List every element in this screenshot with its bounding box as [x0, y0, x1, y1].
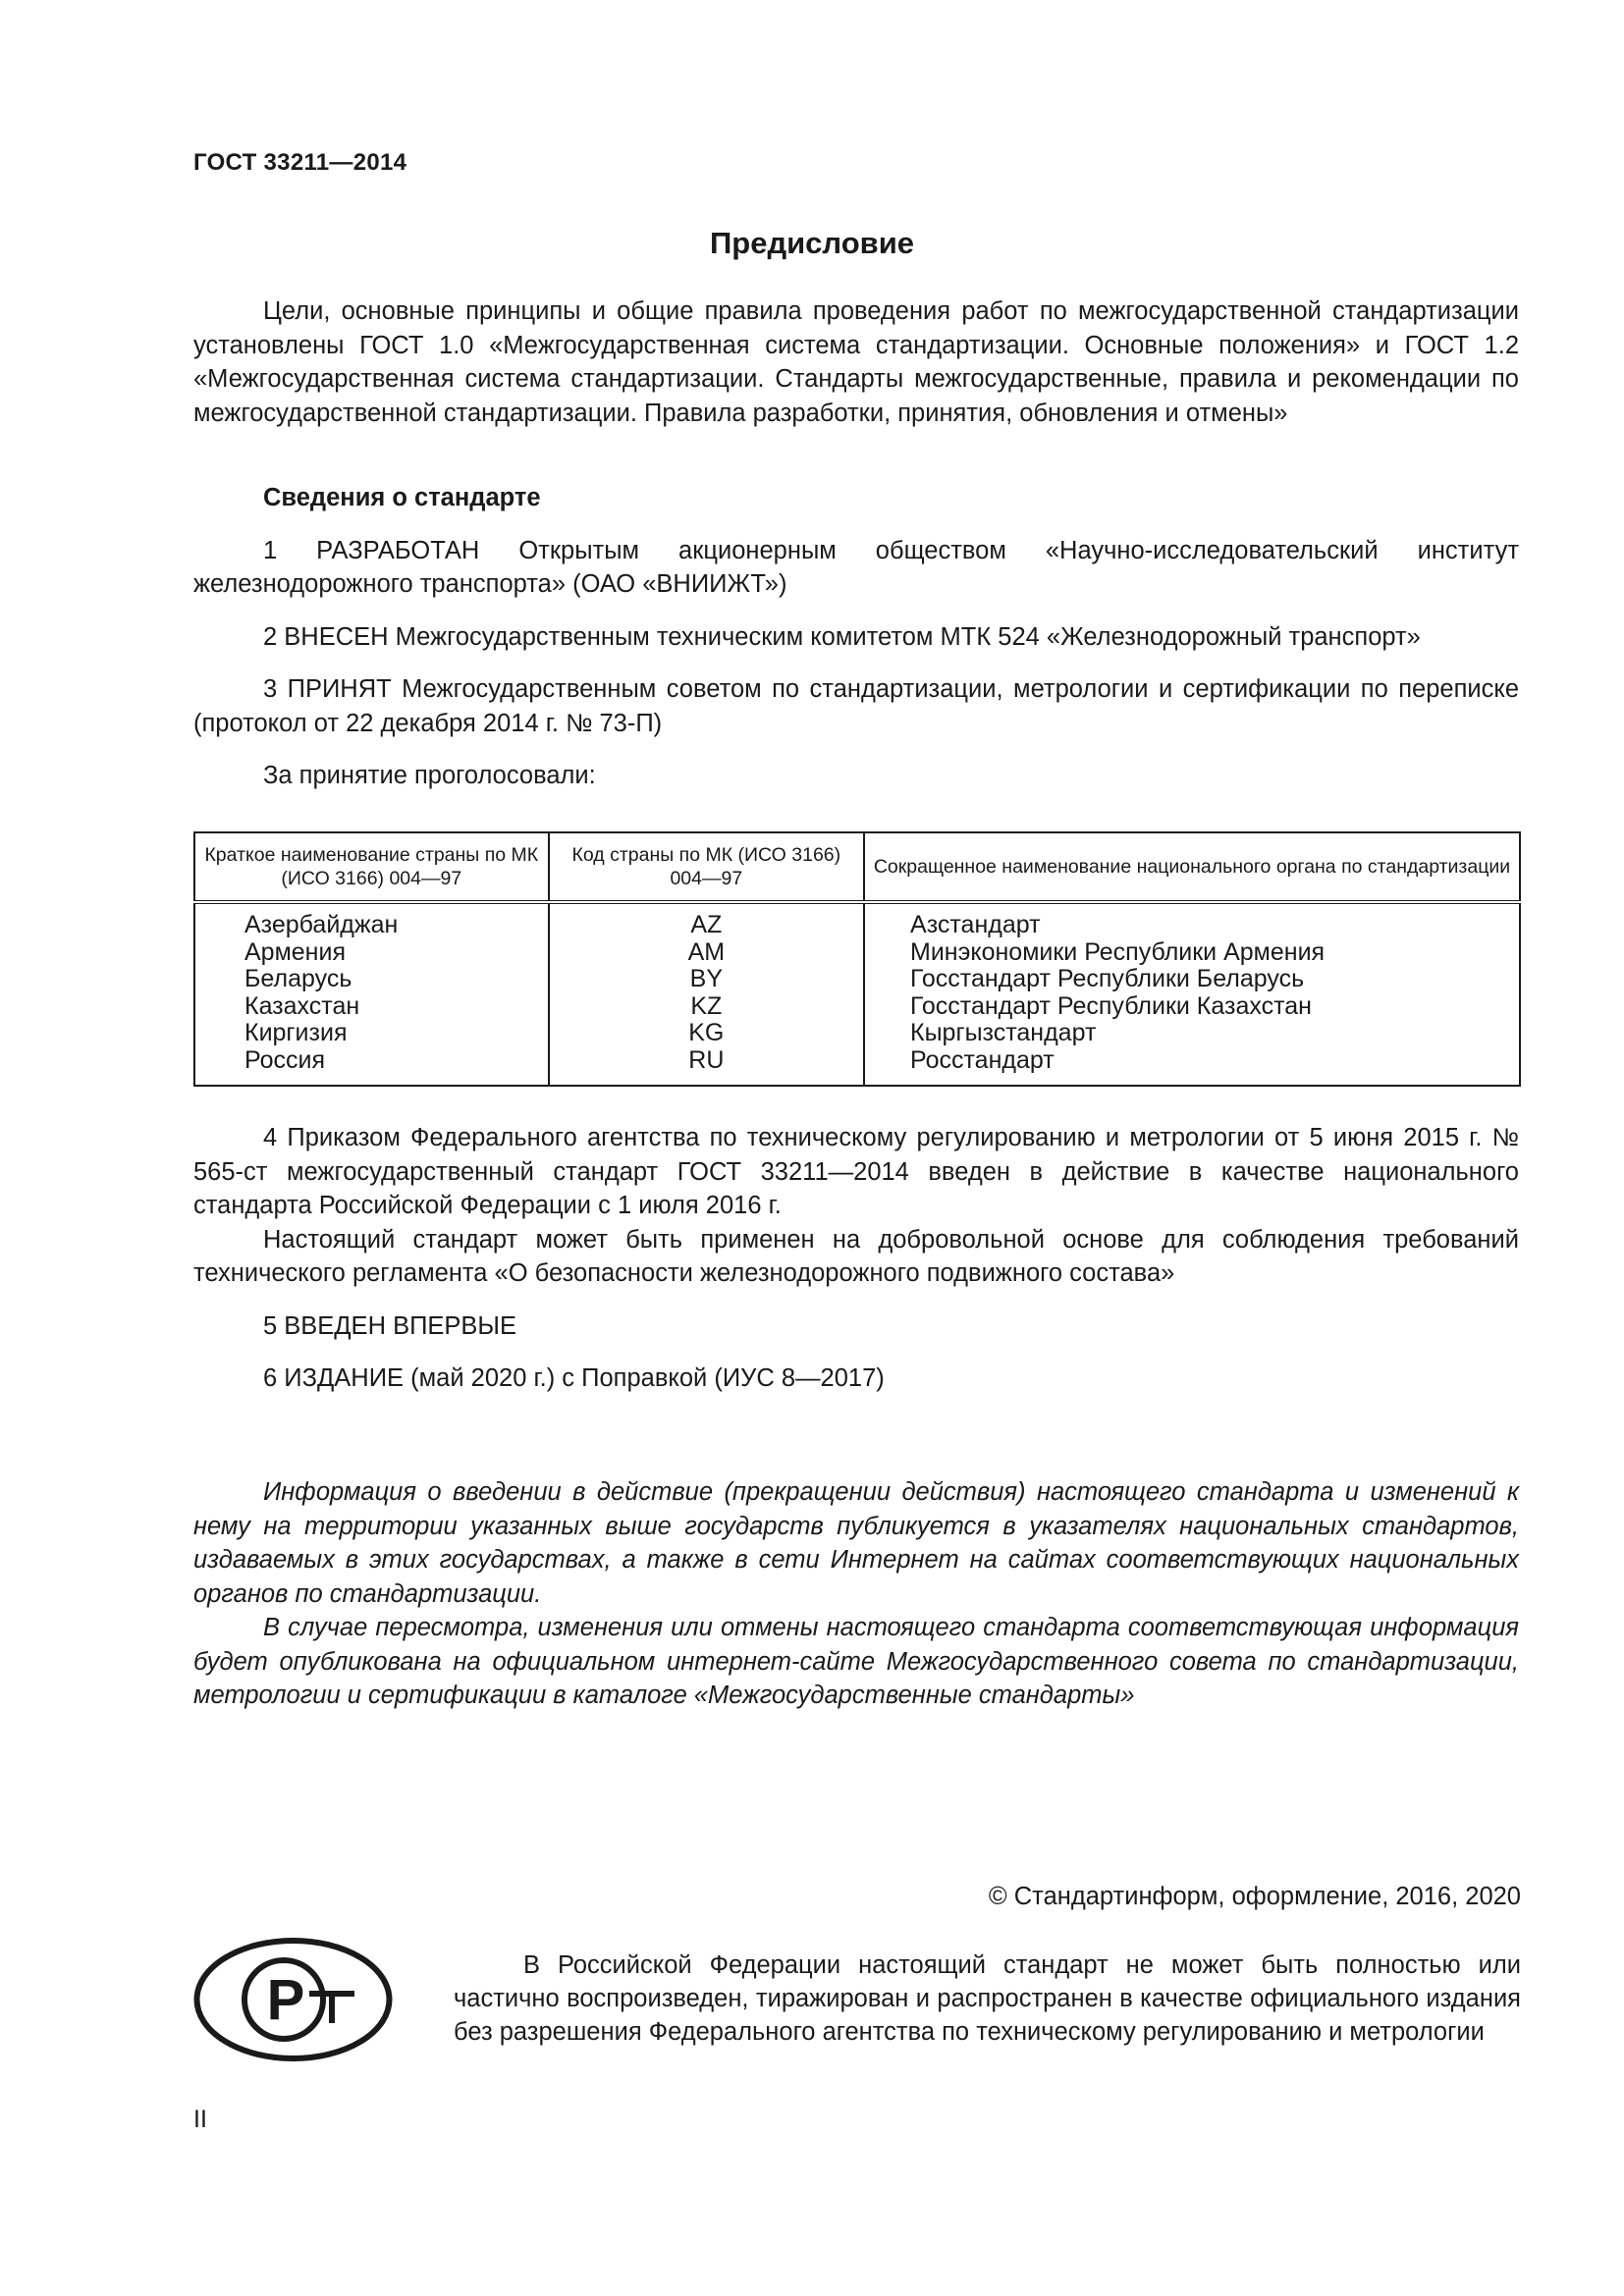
info-item-first-introduced: 5 ВВЕДЕН ВПЕРВЫЕ — [263, 1311, 517, 1340]
enactment-section — [193, 1121, 1519, 1396]
organization-cell: Госстандарт Республики Беларусь — [910, 965, 1305, 993]
table-row — [194, 902, 1520, 939]
voted-label: За принятие проголосовали: — [263, 762, 596, 789]
code-cell: AZ — [549, 902, 864, 939]
standard-info-section — [193, 481, 1519, 793]
info-item-developed: 1 РАЗРАБОТАН Открытым акционерным обществом «Научно-исследовательский институт железнодорожного транспорта» (ОАО «ВНИИЖТ») — [193, 536, 1519, 598]
table-row — [194, 939, 1520, 967]
info-item-voluntary: Настоящий стандарт может быть применен на добровольной основе для соблюдения требований технического регламента «О безопасности железнодорожного подвижного состава» — [193, 1225, 1519, 1287]
table-row — [194, 1020, 1520, 1047]
gost-r-certification-mark-icon — [193, 1937, 393, 2062]
page-number: II — [193, 2106, 207, 2133]
header-code: Код страны по МК (ИСО 3166) 004—97 — [549, 832, 864, 902]
table-row — [194, 966, 1520, 993]
info-item-enacted: 4 Приказом Федерального агентства по техническому регулированию и метрологии от 5 июня 2015 г. № 565-ст межгосударственный стандарт ГОСТ 33211—2014 введен в действие в качестве национального стандарта Российской Федерации с 1 июля 2016 г. — [193, 1124, 1519, 1219]
notice-paragraph: Информация о введении в действие (прекращении действия) настоящего стандарта и изменений к нему на территории указанных выше государств публикуется в указателях национальных стандартов, издаваемых в этих государствах, а также в сети Интернет на сайтах соответствующих национальных органов по стандартизации. — [193, 1478, 1519, 1608]
country-cell: Россия — [194, 1047, 549, 1086]
country-cell: Беларусь — [194, 966, 549, 993]
country-cell: Армения — [194, 939, 549, 967]
country-cell: Казахстан — [194, 993, 549, 1021]
document-id: ГОСТ 33211—2014 — [193, 149, 407, 176]
info-item-edition: 6 ИЗДАНИЕ (май 2020 г.) с Поправкой (ИУС 8—2017) — [263, 1364, 885, 1392]
code-cell: BY — [549, 966, 864, 993]
table-row — [194, 1047, 1520, 1086]
voting-countries-table — [193, 831, 1521, 1087]
page-title: Предисловие — [709, 226, 914, 260]
reproduction-notice — [454, 1949, 1521, 2049]
publication-notice — [193, 1475, 1519, 1713]
header-country: Краткое наименование страны по МК (ИСО 3166) 004—97 — [194, 832, 549, 902]
country-cell: Азербайджан — [194, 902, 549, 939]
table-header-row — [194, 832, 1520, 902]
info-item-adopted: 3 ПРИНЯТ Межгосударственным советом по стандартизации, метрологии и сертификации по переписке (протокол от 22 декабря 2014 г. № 73-П) — [193, 675, 1519, 737]
info-item-introduced: 2 ВНЕСЕН Межгосударственным техническим комитетом МТК 524 «Железнодорожный транспорт» — [263, 622, 1421, 651]
copyright-line: © Стандартинформ, оформление, 2016, 2020 — [988, 1883, 1521, 1910]
organization-cell: Кыргызстандарт — [910, 1019, 1097, 1047]
organization-cell: Азстандарт — [910, 911, 1041, 938]
code-cell: KG — [549, 1020, 864, 1047]
organization-cell: Госстандарт Республики Казахстан — [910, 991, 1312, 1020]
code-cell: RU — [549, 1047, 864, 1086]
logo-lettering: Р — [266, 1968, 305, 2032]
table-row — [194, 993, 1520, 1021]
rights-paragraph: В Российской Федерации настоящий стандарт не может быть полностью или частично воспроизведен, тиражирован и распространен в качестве официального издания без разрешения Федерального агентства по техническому регулированию и метрологии — [454, 1951, 1521, 2046]
country-cell: Киргизия — [194, 1020, 549, 1047]
notice-paragraph: В случае пересмотра, изменения или отмены настоящего стандарта соответствующая информация будет опубликована на официальном интернет-сайте Межгосударственного совета по стандартизации, метрологии и сертификации в каталоге «Межгосударственные стандарты» — [193, 1614, 1519, 1709]
intro-paragraph: Цели, основные принципы и общие правила проведения работ по межгосударственной стандартизации установлены ГОСТ 1.0 «Межгосударственная система стандартизации. Основные положения» и ГОСТ 1.2 «Межгосударственная система стандартизации. Стандарты межгосударственные, правила и рекомендации по межгосударственной стандартизации. Правила разработки, принятия, обновления и отмены» — [193, 297, 1519, 427]
intro-section — [193, 294, 1519, 430]
header-organization: Сокращенное наименование национального органа по стандартизации — [864, 832, 1520, 902]
info-heading: Сведения о стандарте — [263, 484, 541, 511]
organization-cell: Росстандарт — [910, 1045, 1055, 1074]
code-cell: KZ — [549, 993, 864, 1021]
organization-cell: Минэкономики Республики Армения — [910, 937, 1326, 966]
code-cell: AM — [549, 939, 864, 967]
